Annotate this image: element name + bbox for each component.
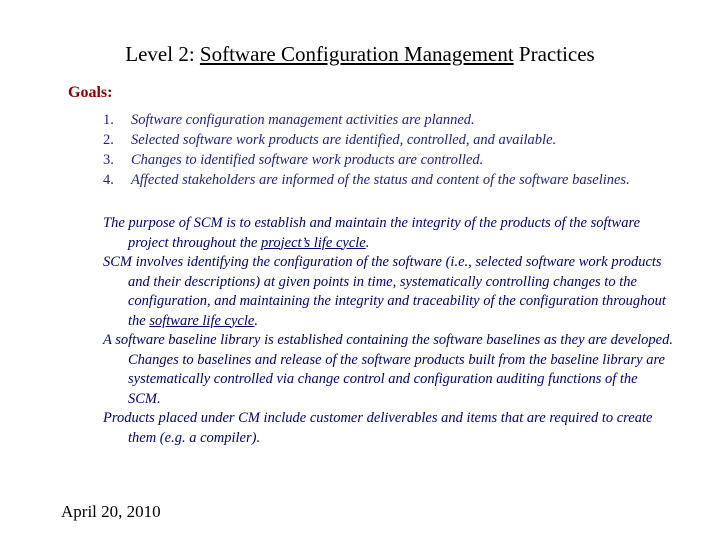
- goal-number: 1.: [103, 112, 114, 128]
- body-paragraphs: [103, 214, 673, 448]
- slide-date: April 20, 2010: [61, 502, 161, 521]
- goal-number: 2.: [103, 132, 114, 148]
- cm-products-paragraph: Products placed under CM include customer deliverables and items that are required to create them (e.g. a compiler).: [103, 410, 653, 446]
- purpose-end: .: [365, 234, 370, 251]
- goal-item: [103, 150, 663, 170]
- baseline-library-paragraph: A software baseline library is established containing the software baselines as they are developed. Changes to baselines and release of the software products built from the baseline library are systematically controlled via change control and configuration auditing functions of the SCM.: [103, 332, 673, 407]
- goal-text: Software configuration management activities are planned.: [131, 112, 475, 128]
- goal-item: [103, 170, 663, 190]
- goals-label: Goals:: [68, 84, 113, 101]
- title-prefix: Level 2:: [125, 42, 200, 66]
- project-life-cycle-link[interactable]: project’s life cycle: [261, 234, 366, 251]
- goal-number: 4.: [103, 172, 114, 188]
- goal-number: 3.: [103, 152, 114, 168]
- scm-involves-end: .: [254, 312, 258, 329]
- slide-title: [0, 40, 720, 68]
- goal-item: [103, 130, 663, 150]
- title-suffix: Practices: [513, 42, 595, 66]
- scm-involves-text: SCM involves identifying the configuration of the software (i.e., selected software work products and their descriptions) at given points in time, systematically controlling changes to the configuration, and maintaining the integrity and traceability of the configuration throughout the: [103, 254, 666, 329]
- title-underlined-term: Software Configuration Management: [199, 42, 514, 66]
- purpose-text: The purpose of SCM is to establish and maintain the integrity of the products of the software project throughout the: [103, 215, 641, 251]
- purpose-paragraph: [103, 214, 673, 253]
- goal-text: Selected software work products are identified, controlled, and available.: [131, 132, 557, 148]
- goal-text: Affected stakeholders are informed of the status and content of the software baselines.: [131, 172, 630, 188]
- goals-list: [103, 110, 663, 190]
- scm-involves-paragraph: [103, 253, 673, 331]
- goal-text: Changes to identified software work products are controlled.: [131, 152, 484, 168]
- software-life-cycle-link[interactable]: software life cycle: [149, 312, 255, 329]
- goal-item: [103, 110, 663, 130]
